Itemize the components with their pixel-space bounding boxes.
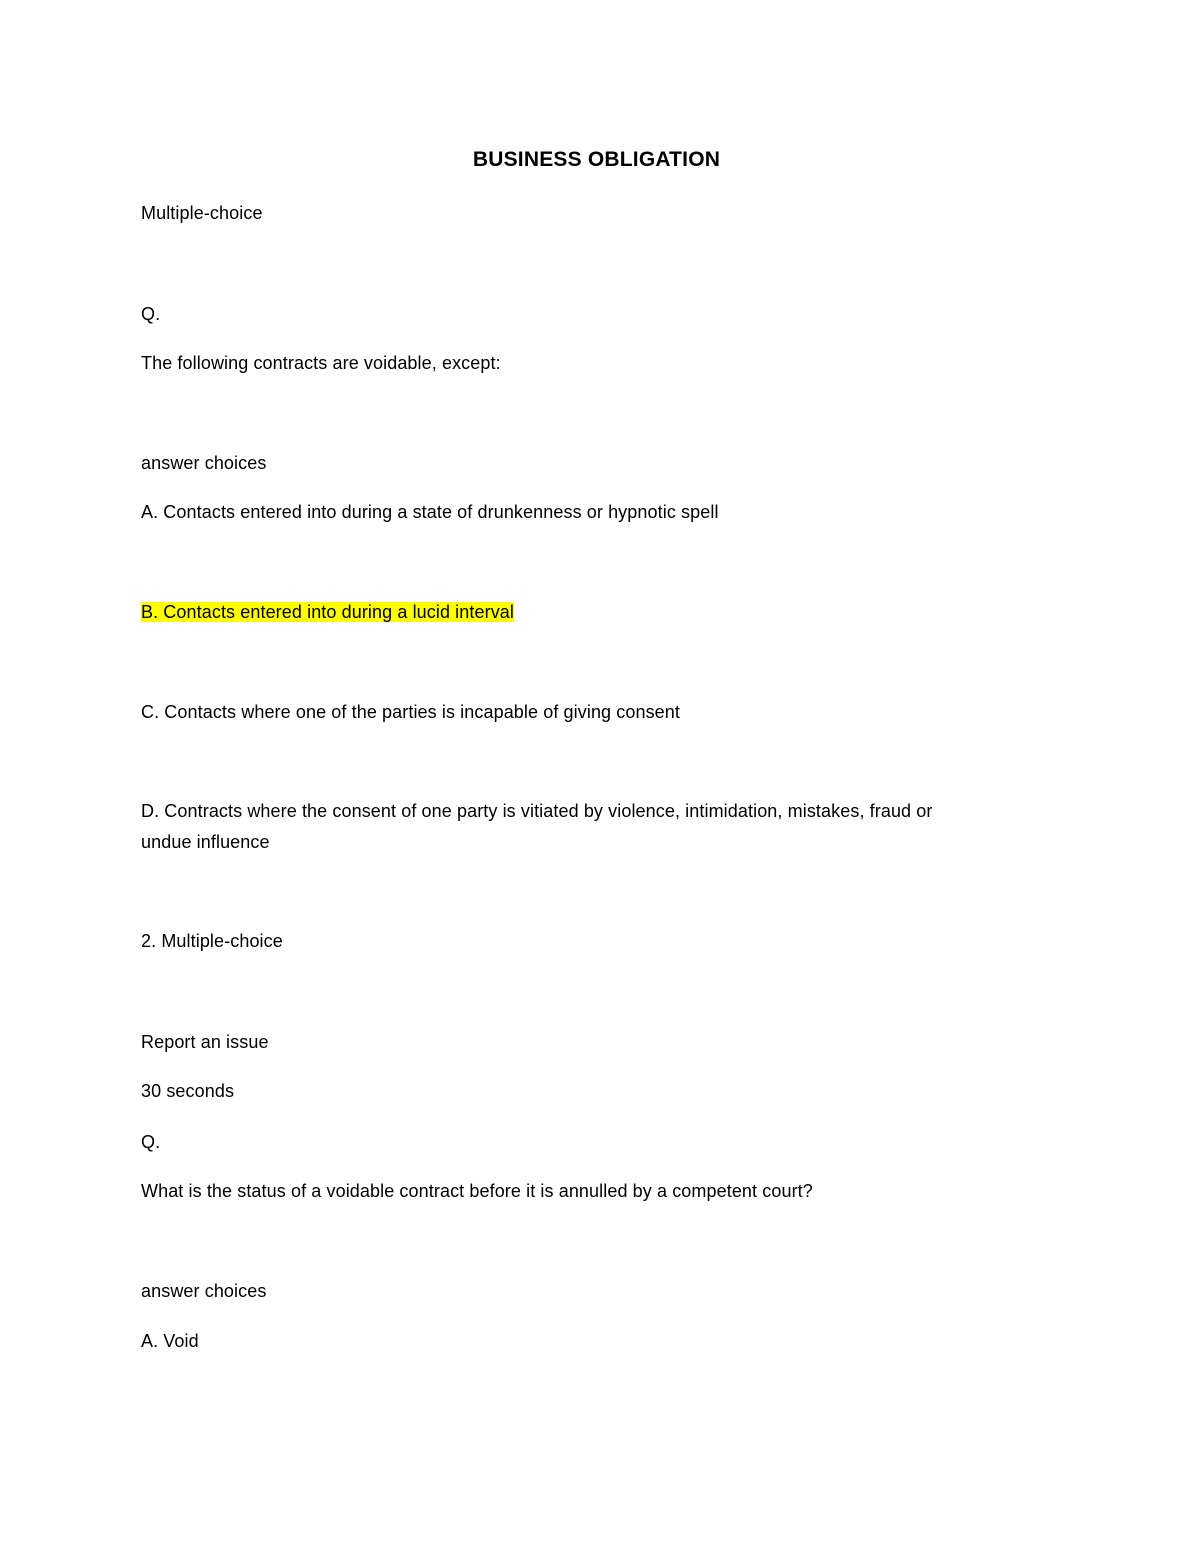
question-marker: Q. bbox=[141, 304, 161, 324]
question-2-type-label: 2. Multiple-choice bbox=[141, 931, 283, 951]
choice-d-continued: undue influence bbox=[141, 832, 270, 852]
choice-a: A. Contacts entered into during a state of drunkenness or hypnotic spell bbox=[141, 502, 719, 522]
choice-2-a: A. Void bbox=[141, 1331, 199, 1351]
document-title: BUSINESS OBLIGATION bbox=[472, 148, 721, 171]
question-2-marker: Q. bbox=[141, 1132, 161, 1152]
question-2-text: What is the status of a voidable contract before it is annulled by a competent court? bbox=[141, 1181, 813, 1201]
timer-text: 30 seconds bbox=[141, 1081, 235, 1101]
choice-d: D. Contracts where the consent of one party is vitiated by violence, intimidation, mistakes, fraud or bbox=[141, 801, 933, 821]
report-issue-text: Report an issue bbox=[141, 1032, 269, 1052]
answer-choices-label: answer choices bbox=[141, 453, 267, 473]
choice-c: C. Contacts where one of the parties is incapable of giving consent bbox=[141, 702, 681, 722]
highlighted-answer: B. Contacts entered into during a lucid interval bbox=[141, 602, 515, 622]
question-type-label: Multiple-choice bbox=[141, 203, 263, 223]
answer-choices-2-label: answer choices bbox=[141, 1281, 267, 1301]
question-text: The following contracts are voidable, except: bbox=[141, 353, 501, 373]
choice-b-correct bbox=[141, 600, 514, 624]
